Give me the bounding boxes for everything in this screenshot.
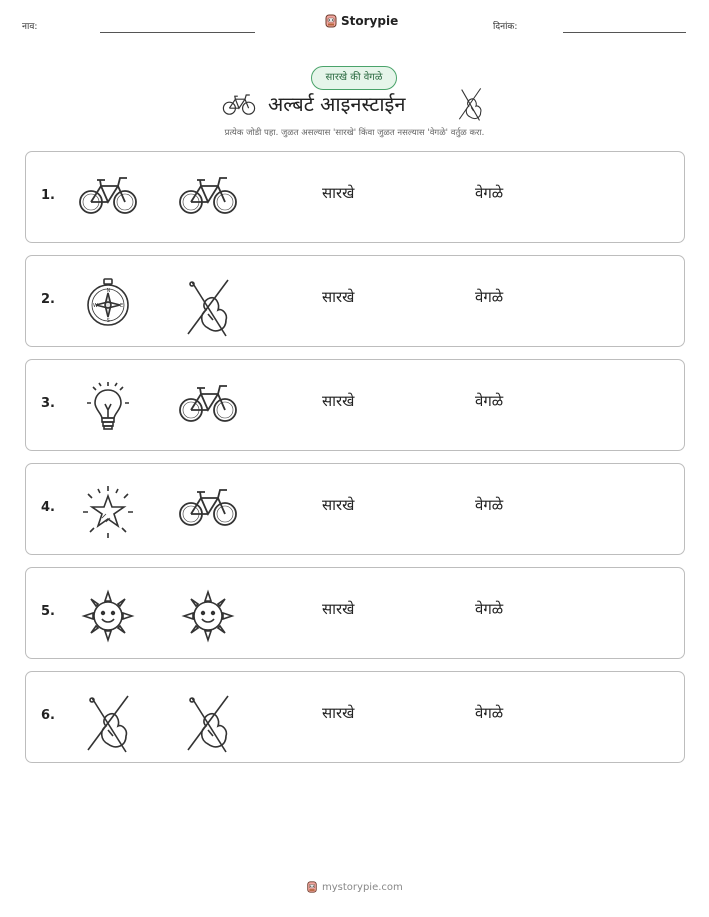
bicycle-icon	[178, 484, 238, 536]
question-number: 3.	[41, 396, 55, 411]
date-label: दिनांक:	[493, 22, 518, 32]
svg-text:E: E	[120, 303, 124, 309]
question-row	[25, 463, 685, 555]
question-number: 1.	[41, 188, 55, 203]
different-option[interactable]: वेगळे	[475, 184, 504, 202]
same-option[interactable]: सारखे	[322, 496, 355, 514]
logo-text: Storypie	[341, 14, 399, 28]
same-option[interactable]: सारखे	[322, 392, 355, 410]
storypie-logo	[324, 13, 398, 29]
question-row	[25, 359, 685, 451]
storypie-mascot-icon	[324, 13, 338, 29]
date-field[interactable]	[563, 32, 686, 33]
violin-icon	[453, 86, 487, 124]
footer-url: mystorypie.com	[322, 881, 403, 893]
violin-icon	[178, 692, 238, 744]
bicycle-icon	[78, 172, 138, 224]
question-number: 2.	[41, 292, 55, 307]
different-option[interactable]: वेगळे	[475, 600, 504, 618]
question-number: 6.	[41, 708, 55, 723]
bicycle-icon	[178, 380, 238, 432]
name-field[interactable]	[100, 32, 255, 33]
bicycle-icon	[222, 92, 256, 116]
instructions-text: प्रत्येक जोडी पहा. जुळत असल्यास 'सारखे' किंवा जुळत नसल्यास 'वेगळे' वर्तुळ करा.	[224, 128, 485, 138]
compass-icon	[78, 276, 138, 328]
sun-icon	[178, 588, 238, 640]
same-option[interactable]: सारखे	[322, 600, 355, 618]
different-option[interactable]: वेगळे	[475, 288, 504, 306]
violin-icon	[78, 692, 138, 744]
same-option[interactable]: सारखे	[322, 184, 355, 202]
question-number: 5.	[41, 604, 55, 619]
lightbulb-icon	[78, 380, 138, 432]
different-option[interactable]: वेगळे	[475, 496, 504, 514]
worksheet-header	[0, 0, 709, 50]
svg-text:N: N	[106, 288, 111, 294]
same-option[interactable]: सारखे	[322, 704, 355, 722]
question-row	[25, 567, 685, 659]
star-icon	[78, 484, 138, 536]
different-option[interactable]: वेगळे	[475, 392, 504, 410]
title-row	[0, 88, 709, 122]
worksheet-type-tag: सारखे की वेगळे	[311, 66, 397, 90]
svg-text:S: S	[106, 318, 110, 324]
page-title: अल्बर्ट आइनस्टाईन	[268, 92, 406, 116]
footer	[306, 880, 403, 894]
same-option[interactable]: सारखे	[322, 288, 355, 306]
question-row	[25, 671, 685, 763]
sun-icon	[78, 588, 138, 640]
question-number: 4.	[41, 500, 55, 515]
question-row	[25, 151, 685, 243]
question-row	[25, 255, 685, 347]
different-option[interactable]: वेगळे	[475, 704, 504, 722]
storypie-mascot-icon	[306, 880, 318, 894]
violin-icon	[178, 276, 238, 328]
name-label: नाव:	[22, 22, 38, 32]
bicycle-icon	[178, 172, 238, 224]
svg-text:W: W	[93, 303, 98, 309]
